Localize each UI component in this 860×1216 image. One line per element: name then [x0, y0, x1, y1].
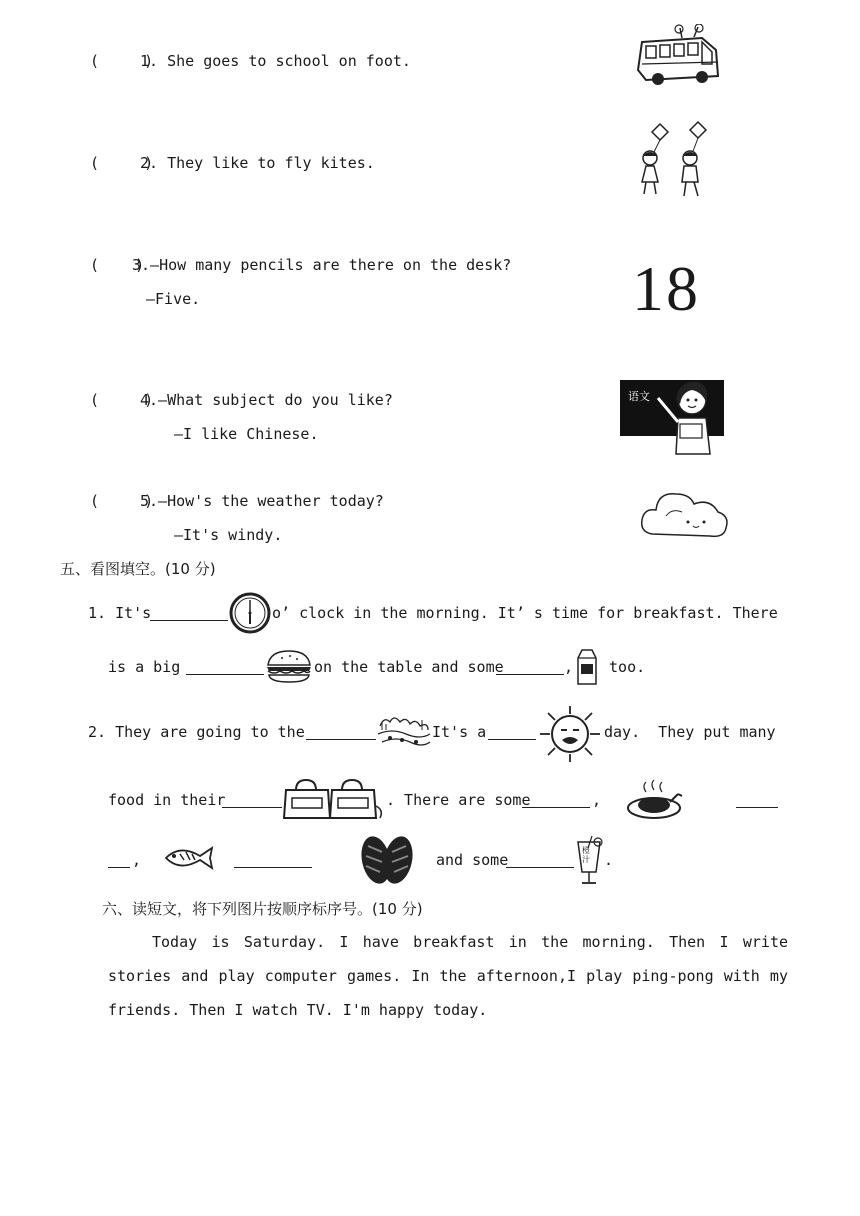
answer-paren[interactable]: ( ) — [90, 52, 154, 70]
reading-passage: Today is Saturday. I have breakfast in the morning. Then I write stories and play computer games. In the afternoon,I play ping-pong with my friends. Then I watch TV. I'm happy today. — [108, 933, 788, 1019]
teacher-blackboard-icon — [618, 374, 728, 458]
question-text: 2. They like to fly kites. — [140, 154, 375, 172]
s5q1-comma: , — [564, 658, 574, 676]
chicken-icon — [626, 778, 684, 822]
s5q1-text-a: 1. It's — [88, 604, 152, 622]
s5q2-blank-food1[interactable] — [522, 793, 590, 808]
s5q1-text-e: too. — [600, 658, 646, 676]
s5q2-blank-food2b[interactable] — [108, 853, 130, 868]
s5q1-text-c: is a big — [108, 658, 190, 676]
bus-icon — [632, 24, 724, 86]
s5q2-text-f: and some — [436, 851, 509, 869]
answer-text: —Five. — [146, 290, 201, 308]
sun-icon — [536, 704, 604, 764]
s5q1-blank-food[interactable] — [186, 660, 264, 675]
s5q1-blank-drink[interactable] — [496, 660, 564, 675]
bags-icon — [282, 776, 386, 822]
number-picture: 18 — [632, 253, 700, 324]
park-icon — [376, 712, 432, 752]
s5q1-text-b: o’ clock in the morning. It’ s time for breakfast. There — [272, 604, 778, 622]
s5q2-blank-drink[interactable] — [506, 853, 574, 868]
s5q2-blank-food3[interactable] — [234, 853, 312, 868]
clock-icon — [228, 591, 272, 635]
kite-children-icon — [636, 120, 716, 200]
answer-paren[interactable]: ( ) — [90, 492, 154, 510]
s5q2-comma2: , — [132, 851, 142, 869]
blackboard-text: 语文 — [628, 390, 650, 403]
s5q2-comma1: , — [592, 791, 602, 809]
juice-label: 橙汁 — [582, 846, 590, 864]
question-text: 3.—How many pencils are there on the desk? — [132, 256, 512, 274]
answer-text: —It's windy. — [174, 526, 283, 544]
s5q2-text-c: day. They put many — [604, 723, 776, 741]
answer-text: —I like Chinese. — [174, 425, 319, 443]
section6-title: 六、读短文，将下列图片按顺序标序号。(10 分) — [102, 900, 423, 918]
s5q1-text-d: on the table and some — [314, 658, 504, 676]
answer-paren[interactable]: ( ) — [90, 154, 154, 172]
section5-title: 五、看图填空。(10 分) — [60, 560, 216, 578]
question-text: 4.—What subject do you like? — [140, 391, 393, 409]
s5q2-blank-place[interactable] — [306, 725, 376, 740]
s5q2-blank-bag[interactable] — [222, 793, 282, 808]
s5q2-blank-weather[interactable] — [488, 725, 536, 740]
cloud-icon — [638, 486, 730, 544]
s5q2-text-e: . There are some — [386, 791, 531, 809]
milk-carton-icon — [574, 648, 600, 686]
answer-paren[interactable]: ( ) — [90, 391, 154, 409]
bread-icon — [356, 832, 418, 888]
s5q2-period: . — [604, 851, 614, 869]
s5q2-text-d: food in their — [108, 791, 226, 809]
answer-paren[interactable]: ( ) — [90, 256, 145, 274]
question-text: 1. She goes to school on foot. — [140, 52, 411, 70]
s5q2-text-a: 2. They are going to the — [88, 723, 314, 741]
s5q2-blank-food2a[interactable] — [736, 793, 778, 808]
fish-icon — [160, 842, 216, 874]
question-text: 5.—How's the weather today? — [140, 492, 384, 510]
s5q2-text-b: It's a — [432, 723, 487, 741]
s5q1-blank-time[interactable] — [150, 606, 228, 621]
hamburger-icon — [264, 649, 314, 685]
